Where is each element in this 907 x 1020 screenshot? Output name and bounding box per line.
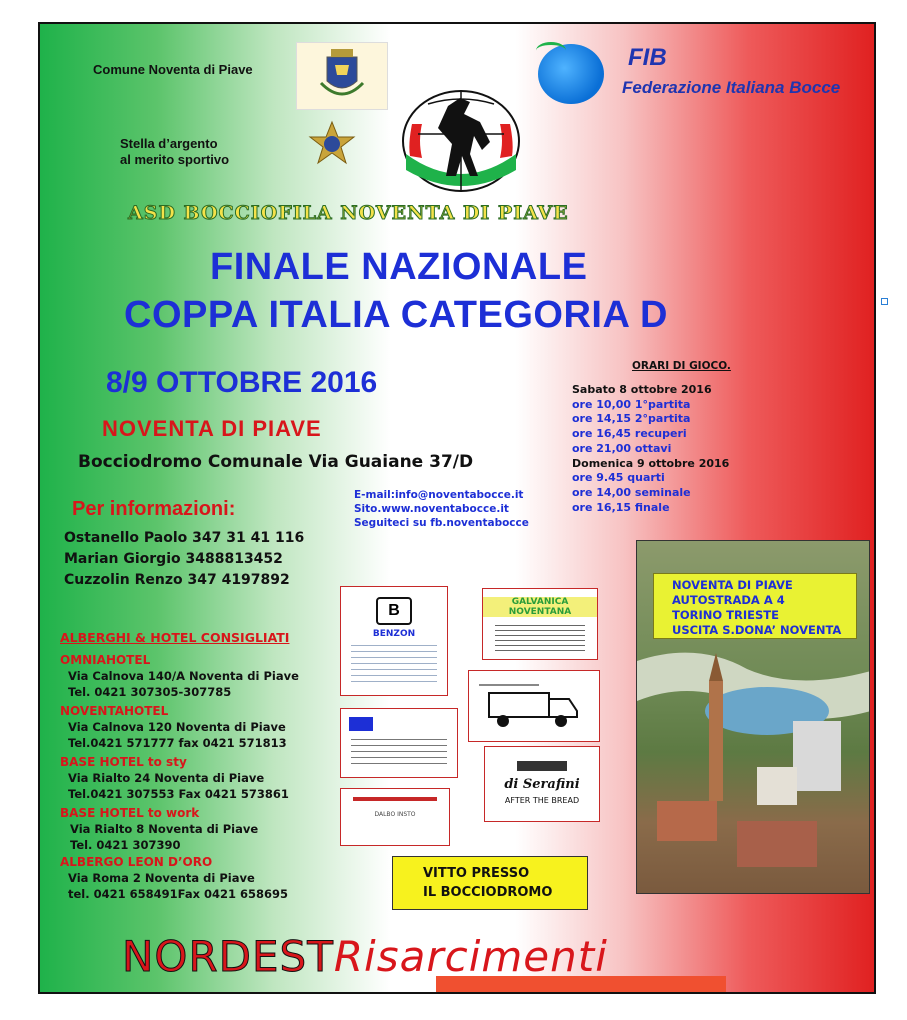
schedule-item: ore 10,00 1°partita [572,397,691,411]
schedule-item: ore 16,45 recuperi [572,427,687,441]
contact-person: Ostanello Paolo 347 31 41 116 [64,530,305,546]
hotel-name: ALBERGO LEON D’ORO [60,855,213,869]
hotel-address: Via Rialto 24 Noventa di Piave [68,771,265,785]
stella-label [120,136,229,168]
risarcimenti-word: Risarcimenti [333,932,608,981]
serafini-tagline: AFTER THE BREAD [504,796,580,805]
serafini-logo-bar [517,761,567,771]
vitto-line-1: VITTO PRESSO [423,866,530,881]
sponsor-details-lines [351,739,447,765]
schedule-heading: ORARI DI GIOCO. [632,360,731,372]
title-line-1: FINALE NAZIONALE [210,246,588,288]
hotel-phone: Tel. 0421 307390 [70,837,181,852]
online-contacts [354,488,529,530]
hotel-address: Via Calnova 140/A Noventa di Piave [68,669,299,683]
nordest-logo [122,934,608,980]
directions-line: TORINO TRIESTE [672,608,779,622]
schedule-item: ore 14,00 seminale [572,485,691,499]
fib-abbreviation: FIB [628,44,667,71]
sponsor-card-truck [468,670,600,742]
title-line-2: COPPA ITALIA CATEGORIA D [124,294,668,336]
hotel-item [60,652,350,700]
sponsor-card-benzon [340,586,448,696]
star-medal-icon [302,120,362,166]
hotel-phone: Tel. 0421 307305-307785 [68,684,232,699]
event-poster [38,22,876,994]
directions-line: NOVENTA DI PIAVE [672,578,793,592]
serafini-name: di Serafini [504,777,580,792]
hotel-phone: tel. 0421 658491Fax 0421 658695 [68,886,289,901]
event-date: 8/9 OTTOBRE 2016 [106,366,378,399]
sponsor-card-serafini [484,746,600,822]
galvanica-details-lines [495,625,585,651]
benzon-name: BENZON [372,629,416,639]
edge-marker [881,298,888,305]
email-link[interactable]: E-mail:info@noventabocce.it [354,489,524,501]
comune-label: Comune Noventa di Piave [93,62,253,77]
dalbo-name: DALBO INSTO [374,811,416,818]
sponsor-card-galvanica [482,588,598,660]
event-place: NOVENTA DI PIAVE [102,416,322,441]
hotel-item [60,754,350,802]
galvanica-name: GALVANICA NOVENTANA [483,597,597,617]
directions-line: USCITA S.DONA’ NOVENTA [672,623,842,637]
sponsor-logo-icon [349,717,373,731]
hotel-item [60,805,350,853]
hotel-address: Via Roma 2 Noventa di Piave [68,871,255,885]
sponsor-card-small [340,708,458,778]
facebook-link[interactable]: Seguiteci su fb.noventabocce [354,517,529,529]
info-heading: Per informazioni: [72,498,236,520]
dalbo-logo-bar [353,797,437,801]
contact-list [64,528,304,591]
benzon-logo-icon: B [376,597,412,625]
schedule-sunday: Domenica 9 ottobre 2016 [572,456,730,470]
hotel-phone: Tel.0421 307553 Fax 0421 573861 [68,786,289,801]
hotel-list [60,652,350,902]
website-link[interactable]: Sito.www.noventabocce.it [354,503,509,515]
schedule-item: ore 21,00 ottavi [572,441,672,455]
hotels-heading: ALBERGHI & HOTEL CONSIGLIATI [60,630,290,645]
hotel-name: OMNIAHOTEL [60,653,151,667]
event-venue: Bocciodromo Comunale Via Guaiane 37/D [78,452,474,472]
hotel-item [60,703,350,751]
vitto-box [392,856,588,910]
contact-person: Cuzzolin Renzo 347 4197892 [64,572,290,588]
comune-crest-emblem [296,42,388,110]
schedule-item: ore 9.45 quarti [572,471,665,485]
benzon-details-lines [351,645,437,685]
hotel-name: BASE HOTEL to work [60,806,200,820]
truck-icon [469,671,599,741]
directions-line: AUTOSTRADA A 4 [672,593,785,607]
hotel-name: NOVENTAHOTEL [60,704,169,718]
asd-club-name: ASD BOCCIOFILA NOVENTA DI PIAVE [128,202,569,224]
sponsor-card-dalbo [340,788,450,846]
schedule-item: ore 14,15 2°partita [572,412,691,426]
schedule-saturday: Sabato 8 ottobre 2016 [572,383,712,396]
prancing-horse-globe-logo [398,84,524,194]
stella-line1: Stella d’argento [120,136,218,151]
noventa-aerial-photo [636,540,870,894]
schedule-item: ore 16,15 finale [572,500,670,514]
hotel-item [60,854,350,902]
contact-person: Marian Giorgio 3488813452 [64,551,283,567]
fib-tricolor-arc [536,42,566,59]
hotel-name: BASE HOTEL to sty [60,755,187,769]
vitto-line-2: IL BOCCIODROMO [423,885,553,900]
stella-line2: al merito sportivo [120,152,230,167]
hotel-address: Via Rialto 8 Noventa di Piave [70,822,259,836]
hotel-phone: Tel.0421 571777 fax 0421 571813 [68,735,287,750]
fib-full-name: Federazione Italiana Bocce [622,78,841,97]
game-schedule [572,383,729,515]
directions-box [653,573,857,639]
nordest-word: NORDEST [122,932,334,981]
hotel-address: Via Calnova 120 Noventa di Piave [68,720,286,734]
